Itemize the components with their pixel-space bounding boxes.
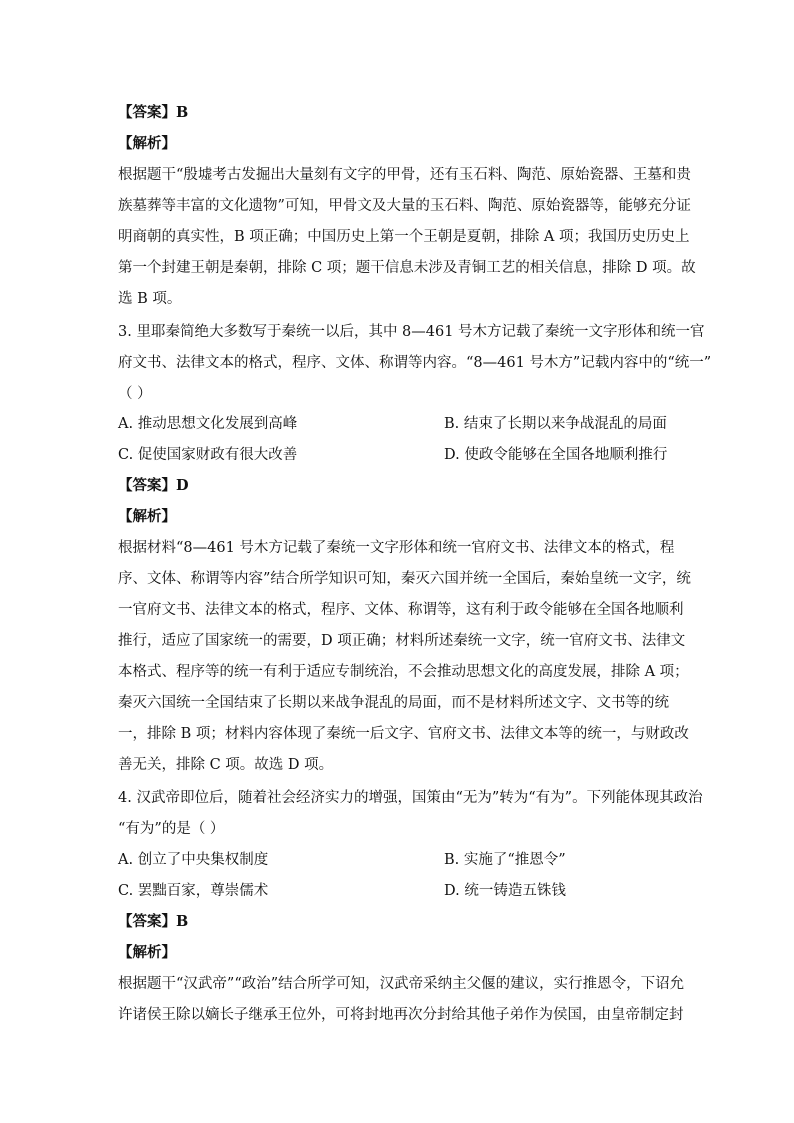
q3-analysis-line: 根据材料“8—461 号木方记载了秦统一文字形体和统一官府文书、法律文本的格式，程 [118,540,675,556]
q4-option-a: A. 创立了中央集权制度 [118,852,269,868]
q3-stem-line: 3. 里耶秦简绝大多数写于秦统一以后，其中 8—461 号木方记载了秦统一文字形体和统一官 [118,324,705,340]
q2-analysis-line: 明商朝的真实性，B 项正确；中国历史上第一个王朝是夏朝，排除 A 项；我国历史历史上 [118,229,690,245]
q4-stem-line: “有为”的是（ ） [118,821,225,837]
q4-answer-label: 【答案】B [118,913,189,930]
q2-answer-label: 【答案】B [118,104,189,121]
q3-analysis-line: 推行，适应了国家统一的需要，D 项正确；材料所述秦统一文字，统一官府文书、法律文 [118,633,686,649]
q3-option-b: B. 结束了长期以来争战混乱的局面 [444,416,667,432]
q3-analysis-line: 序、文体、称谓等内容”结合所学知识可知，秦灭六国并统一全国后，秦始皇统一文字，统 [118,571,691,587]
q3-analysis-line: 秦灭六国统一全国结束了长期以来战争混乱的局面，而不是材料所述文字、文书等的统 [118,695,669,711]
q4-option-b: B. 实施了“推恩令” [444,852,566,868]
q3-option-c: C. 促使国家财政有很大改善 [118,447,298,463]
q2-analysis-line: 选 B 项。 [118,291,182,307]
q4-analysis-line: 根据题干“汉武帝”“政治”结合所学可知，汉武帝采纳主父偃的建议，实行推恩令，下诏允 [118,976,685,992]
q3-answer-label: 【答案】D [118,477,189,494]
q4-stem-line: 4. 汉武帝即位后，随着社会经济实力的增强，国策由“无为”转为“有为”。下列能体现其政治 [118,790,703,806]
q4-analysis-line: 许诸侯王除以嫡长子继承王位外，可将封地再次分封给其他子弟作为侯国，由皇帝制定封 [118,1007,684,1023]
q3-analysis-line: 善无关，排除 C 项。故选 D 项。 [118,757,334,773]
q3-analysis-line: 一官府文书、法律文本的格式，程序、文体、称谓等，这有利于政令能够在全国各地顺利 [118,602,684,618]
q2-analysis-line: 第一个封建王朝是秦朝，排除 C 项；题干信息未涉及青铜工艺的相关信息，排除 D 项。故 [118,260,696,276]
q2-analysis-label: 【解析】 [118,135,176,152]
q3-option-d: D. 使政令能够在全国各地顺利推行 [444,447,668,463]
q2-analysis-line: 族墓葬等丰富的文化遗物”可知，甲骨文及大量的玉石料、陶范、原始瓷器等，能够充分证 [118,198,691,214]
q3-stem-line: （ ） [118,386,152,402]
q3-analysis-line: 本格式、程序等的统一有利于适应专制统治，不会推动思想文化的高度发展，排除 A 项； [118,664,689,680]
q4-option-d: D. 统一铸造五铢钱 [444,883,566,899]
q3-option-a: A. 推动思想文化发展到高峰 [118,416,298,432]
q3-analysis-line: 一，排除 B 项；材料内容体现了秦统一后文字、官府文书、法律文本等的统一，与财政改 [118,726,689,742]
q2-analysis-line: 根据题干“殷墟考古发掘出大量刻有文字的甲骨，还有玉石料、陶范、原始瓷器、王墓和贵 [118,167,691,183]
q4-option-c: C. 罢黜百家，尊崇儒术 [118,883,269,899]
q3-stem-line: 府文书、法律文本的格式，程序、文体、称谓等内容。“8—461 号木方”记载内容中的“统一” [118,355,712,371]
q4-analysis-label: 【解析】 [118,944,176,961]
q3-analysis-label: 【解析】 [118,508,176,525]
